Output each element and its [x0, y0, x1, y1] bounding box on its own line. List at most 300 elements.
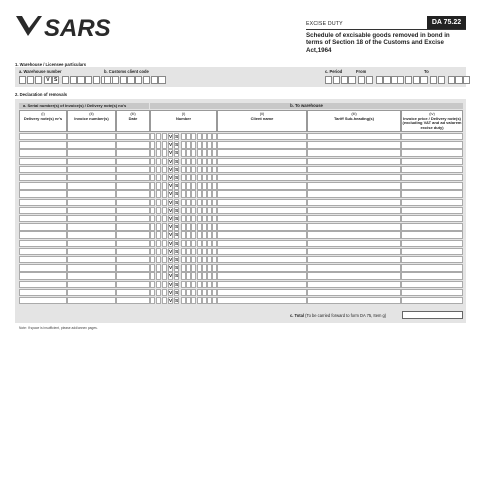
char-box[interactable] — [150, 264, 155, 271]
group-b-header: b. To warehouse — [150, 103, 463, 109]
section1-panel — [15, 67, 466, 87]
table-cell[interactable] — [67, 256, 116, 263]
table-cell[interactable] — [67, 215, 116, 222]
vs-prefix-box: S — [175, 249, 179, 255]
char-box[interactable] — [150, 297, 155, 304]
table-row — [0, 133, 480, 140]
table-cell[interactable] — [67, 281, 116, 288]
table-cell[interactable] — [307, 149, 401, 156]
char-box[interactable] — [150, 141, 155, 148]
char-box[interactable] — [366, 76, 373, 84]
char-box[interactable] — [156, 182, 161, 189]
table-cell[interactable] — [67, 272, 116, 279]
vs-prefix-box: S — [175, 258, 179, 263]
char-box[interactable] — [162, 231, 167, 238]
header-divider — [306, 29, 466, 30]
table-row — [0, 256, 480, 263]
vs-prefix-box: V — [169, 258, 173, 263]
column-label: Invoice number(s) — [74, 115, 109, 121]
char-box[interactable] — [93, 76, 100, 84]
char-box[interactable] — [156, 223, 161, 230]
char-box[interactable] — [156, 281, 161, 288]
char-box[interactable] — [156, 264, 161, 271]
table-cell[interactable] — [307, 166, 401, 173]
char-box[interactable] — [341, 76, 348, 84]
table-cell[interactable] — [217, 207, 307, 214]
column-header — [217, 110, 307, 132]
char-box[interactable] — [448, 76, 455, 84]
char-box[interactable] — [413, 76, 420, 84]
table-cell[interactable] — [67, 149, 116, 156]
char-box[interactable] — [383, 76, 390, 84]
table-cell[interactable] — [67, 223, 116, 230]
table-cell[interactable] — [401, 158, 463, 165]
char-box[interactable] — [120, 76, 127, 84]
column-header — [307, 110, 401, 132]
char-box[interactable] — [156, 190, 161, 197]
table-cell[interactable] — [116, 264, 150, 271]
table-cell[interactable] — [116, 133, 150, 140]
char-box[interactable] — [162, 199, 167, 206]
char-box[interactable] — [162, 207, 167, 214]
table-cell[interactable] — [401, 272, 463, 279]
table-cell[interactable] — [307, 141, 401, 148]
char-box[interactable] — [405, 76, 412, 84]
char-box[interactable] — [162, 158, 167, 165]
vs-prefix-box: S — [175, 200, 179, 206]
char-box[interactable] — [156, 240, 161, 247]
char-box[interactable] — [77, 76, 84, 84]
table-row — [0, 174, 480, 181]
char-box[interactable] — [162, 256, 167, 263]
char-box[interactable] — [156, 166, 161, 173]
column-number: (iii) — [130, 111, 136, 116]
char-box[interactable] — [162, 141, 167, 148]
char-box[interactable] — [27, 76, 34, 84]
table-cell[interactable] — [217, 182, 307, 189]
vs-prefix-box: V — [169, 233, 173, 239]
char-box[interactable] — [156, 231, 161, 238]
table-cell[interactable] — [67, 174, 116, 181]
table-cell[interactable] — [217, 158, 307, 165]
char-box[interactable] — [430, 76, 437, 84]
char-box[interactable] — [162, 264, 167, 271]
table-cell[interactable] — [307, 207, 401, 214]
table-cell[interactable] — [217, 248, 307, 255]
table-cell[interactable] — [307, 223, 401, 230]
table-cell[interactable] — [116, 256, 150, 263]
char-box[interactable] — [156, 207, 161, 214]
char-box[interactable] — [150, 256, 155, 263]
table-row — [0, 149, 480, 156]
total-input[interactable] — [402, 311, 463, 319]
char-box[interactable] — [156, 215, 161, 222]
table-cell[interactable] — [307, 281, 401, 288]
vs-prefix-box: V — [169, 290, 173, 296]
vs-prefix-box: V — [169, 208, 173, 214]
table-cell[interactable] — [217, 190, 307, 197]
table-cell[interactable] — [67, 289, 116, 296]
table-cell[interactable] — [401, 215, 463, 222]
char-box[interactable] — [150, 248, 155, 255]
char-box[interactable] — [162, 190, 167, 197]
table-cell[interactable] — [19, 281, 67, 288]
period-from-field[interactable] — [325, 76, 399, 84]
vs-prefix-box: V — [169, 167, 173, 173]
table-cell[interactable] — [116, 248, 150, 255]
table-cell[interactable] — [116, 289, 150, 296]
table-cell[interactable] — [19, 174, 67, 181]
warehouse-number-label: a. Warehouse number — [19, 69, 62, 74]
char-box[interactable] — [162, 297, 167, 304]
table-cell[interactable] — [217, 272, 307, 279]
vs-prefix-box: V — [169, 274, 173, 280]
vs-prefix-box: S — [175, 274, 179, 280]
table-cell[interactable] — [307, 190, 401, 197]
table-cell[interactable] — [116, 272, 150, 279]
table-cell[interactable] — [401, 256, 463, 263]
table-row — [0, 207, 480, 214]
char-box[interactable] — [162, 289, 167, 296]
char-box[interactable] — [150, 272, 155, 279]
char-box[interactable] — [70, 76, 77, 84]
table-cell[interactable] — [19, 240, 67, 247]
char-box[interactable] — [156, 297, 161, 304]
table-cell[interactable] — [217, 199, 307, 206]
char-box[interactable] — [35, 76, 42, 84]
vs-prefix-box: V — [169, 143, 173, 149]
table-cell[interactable] — [307, 133, 401, 140]
vs-prefix-box: S — [175, 143, 179, 149]
vs-prefix-box: S — [175, 167, 179, 173]
period-to-label: To — [424, 69, 429, 74]
char-box[interactable] — [156, 199, 161, 206]
vs-prefix-box: V — [169, 266, 173, 272]
table-cell[interactable] — [116, 281, 150, 288]
char-box[interactable] — [85, 76, 92, 84]
char-box[interactable] — [162, 166, 167, 173]
vs-prefix-box: V — [169, 217, 173, 222]
table-cell[interactable] — [217, 223, 307, 230]
table-cell[interactable] — [67, 248, 116, 255]
table-cell[interactable] — [401, 289, 463, 296]
document-title: Schedule of excisable goods removed in bond in terms of Section 18 of the Customs and Excise Act,1964 — [306, 32, 450, 54]
char-box[interactable] — [156, 256, 161, 263]
table-cell[interactable] — [67, 297, 116, 304]
table-cell[interactable] — [116, 182, 150, 189]
char-box[interactable] — [455, 76, 462, 84]
table-row — [0, 272, 480, 279]
vs-prefix-box: S — [175, 241, 179, 247]
vs-prefix-box: S — [175, 159, 179, 165]
char-box[interactable] — [150, 281, 155, 288]
vs-prefix-box: V — [169, 192, 173, 198]
table-cell[interactable] — [67, 207, 116, 214]
table-cell[interactable] — [116, 223, 150, 230]
column-header — [67, 110, 116, 132]
char-box[interactable] — [162, 174, 167, 181]
column-header — [150, 110, 217, 132]
table-row — [0, 231, 480, 238]
table-cell[interactable] — [401, 281, 463, 288]
char-box[interactable]: V — [46, 77, 50, 83]
vs-prefix-box: S — [175, 208, 179, 214]
char-box[interactable] — [162, 248, 167, 255]
vs-prefix-box: S — [175, 184, 179, 190]
logo-wordmark: SARS — [44, 15, 111, 39]
char-box[interactable] — [150, 133, 155, 140]
table-cell[interactable] — [217, 174, 307, 181]
char-box[interactable] — [150, 223, 155, 230]
char-box[interactable] — [420, 76, 427, 84]
column-number: (ii) — [259, 111, 265, 116]
table-cell[interactable] — [401, 166, 463, 173]
table-cell[interactable] — [217, 133, 307, 140]
table-cell[interactable] — [67, 141, 116, 148]
char-box[interactable] — [162, 149, 167, 156]
char-box[interactable] — [150, 149, 155, 156]
vs-prefix-box: S — [175, 266, 179, 272]
table-cell[interactable] — [307, 264, 401, 271]
char-box[interactable] — [158, 76, 165, 84]
char-box[interactable] — [150, 158, 155, 165]
table-cell[interactable] — [19, 215, 67, 222]
table-row — [0, 215, 480, 222]
char-box[interactable] — [156, 141, 161, 148]
table-cell[interactable] — [19, 199, 67, 206]
table-cell[interactable] — [307, 256, 401, 263]
customs-client-code-field[interactable] — [104, 76, 166, 84]
table-cell[interactable] — [401, 149, 463, 156]
table-cell[interactable] — [401, 207, 463, 214]
column-number: (iv) — [429, 111, 435, 116]
table-cell[interactable] — [116, 231, 150, 238]
table-cell[interactable] — [217, 281, 307, 288]
table-cell[interactable] — [401, 133, 463, 140]
table-cell[interactable] — [19, 190, 67, 197]
char-box[interactable] — [156, 158, 161, 165]
char-box[interactable] — [333, 76, 340, 84]
warehouse-number-field[interactable] — [19, 76, 116, 84]
table-cell[interactable] — [401, 182, 463, 189]
table-cell[interactable] — [19, 264, 67, 271]
table-cell[interactable] — [19, 289, 67, 296]
table-row — [0, 141, 480, 148]
table-cell[interactable] — [116, 297, 150, 304]
table-cell[interactable] — [19, 158, 67, 165]
table-cell[interactable] — [217, 166, 307, 173]
char-box[interactable] — [19, 76, 26, 84]
table-cell[interactable] — [401, 174, 463, 181]
table-cell[interactable] — [116, 240, 150, 247]
char-box[interactable] — [150, 182, 155, 189]
table-cell[interactable] — [19, 141, 67, 148]
table-cell[interactable] — [307, 231, 401, 238]
vs-prefix-box: S — [175, 225, 179, 231]
table-cell[interactable] — [307, 297, 401, 304]
char-box[interactable] — [143, 76, 150, 84]
table-cell[interactable] — [67, 264, 116, 271]
char-box[interactable] — [150, 199, 155, 206]
char-box[interactable] — [150, 166, 155, 173]
table-cell[interactable] — [401, 223, 463, 230]
total-label-bold: c. Total — [290, 313, 305, 318]
table-cell[interactable] — [116, 141, 150, 148]
vs-prefix-box: S — [175, 299, 179, 304]
char-box[interactable] — [438, 76, 445, 84]
table-cell[interactable] — [116, 158, 150, 165]
table-cell[interactable] — [307, 199, 401, 206]
vs-prefix-box: V — [169, 241, 173, 247]
table-cell[interactable] — [307, 215, 401, 222]
char-box[interactable] — [150, 240, 155, 247]
char-box[interactable] — [127, 76, 134, 84]
table-cell[interactable] — [217, 256, 307, 263]
column-label: Tariff Sub-heading(s) — [334, 115, 374, 121]
char-box[interactable]: S — [54, 77, 58, 83]
table-cell[interactable] — [19, 223, 67, 230]
vs-prefix-box: S — [175, 282, 179, 288]
table-cell[interactable] — [67, 240, 116, 247]
table-cell[interactable] — [307, 174, 401, 181]
char-box[interactable] — [358, 76, 365, 84]
table-cell[interactable] — [19, 207, 67, 214]
table-row — [0, 248, 480, 255]
char-box[interactable] — [162, 240, 167, 247]
char-box[interactable] — [104, 76, 111, 84]
char-box[interactable] — [162, 281, 167, 288]
char-box[interactable] — [463, 76, 470, 84]
vs-prefix-box: S — [175, 217, 179, 222]
char-box[interactable] — [150, 207, 155, 214]
table-cell[interactable] — [116, 149, 150, 156]
char-box[interactable] — [112, 76, 119, 84]
char-box[interactable] — [162, 215, 167, 222]
table-cell[interactable] — [401, 297, 463, 304]
table-cell[interactable] — [307, 240, 401, 247]
char-box[interactable] — [150, 215, 155, 222]
column-header — [116, 110, 150, 132]
period-to-field[interactable] — [397, 76, 471, 84]
char-box[interactable] — [325, 76, 332, 84]
char-box[interactable] — [62, 76, 69, 84]
table-cell[interactable] — [116, 190, 150, 197]
table-row — [0, 264, 480, 271]
table-cell[interactable] — [401, 190, 463, 197]
char-box[interactable] — [150, 190, 155, 197]
group-a-header: a. Serial number(s) of Invoice(s) / Delivery note(s) no's — [19, 103, 149, 109]
vs-prefix-box: S — [175, 135, 179, 140]
table-cell[interactable] — [401, 248, 463, 255]
column-label: Date — [128, 115, 138, 121]
table-cell[interactable] — [217, 215, 307, 222]
char-box[interactable] — [156, 272, 161, 279]
table-row — [0, 289, 480, 296]
char-box[interactable] — [156, 289, 161, 296]
column-label: Invoice price / Delivery note(s) (excluding VAT and ad valorem excise duty) — [402, 115, 462, 130]
char-box[interactable] — [156, 149, 161, 156]
table-cell[interactable] — [67, 182, 116, 189]
table-cell[interactable] — [116, 199, 150, 206]
table-cell[interactable] — [307, 272, 401, 279]
table-cell[interactable] — [307, 248, 401, 255]
vs-prefix-box: V — [169, 282, 173, 288]
char-box[interactable] — [151, 76, 158, 84]
char-box[interactable] — [156, 174, 161, 181]
char-box[interactable] — [162, 272, 167, 279]
table-cell[interactable] — [217, 297, 307, 304]
vs-prefix-box: V — [169, 200, 173, 206]
table-cell[interactable] — [401, 199, 463, 206]
table-cell[interactable] — [217, 149, 307, 156]
table-cell[interactable] — [217, 231, 307, 238]
table-cell[interactable] — [307, 289, 401, 296]
table-row — [0, 190, 480, 197]
table-cell[interactable] — [19, 256, 67, 263]
column-number: (iii) — [351, 111, 357, 116]
char-box[interactable] — [162, 223, 167, 230]
table-cell[interactable] — [67, 133, 116, 140]
table-cell[interactable] — [19, 182, 67, 189]
char-box[interactable] — [162, 182, 167, 189]
table-cell[interactable] — [116, 174, 150, 181]
table-cell[interactable] — [401, 240, 463, 247]
table-cell[interactable] — [19, 248, 67, 255]
table-cell[interactable] — [67, 199, 116, 206]
table-cell[interactable] — [67, 231, 116, 238]
table-cell[interactable] — [217, 289, 307, 296]
table-cell[interactable] — [19, 231, 67, 238]
char-box[interactable] — [150, 174, 155, 181]
table-row — [0, 223, 480, 230]
char-box[interactable] — [150, 289, 155, 296]
table-cell[interactable] — [19, 272, 67, 279]
char-box[interactable] — [156, 133, 161, 140]
table-cell[interactable] — [19, 166, 67, 173]
vs-prefix-box: V — [169, 225, 173, 231]
table-cell[interactable] — [116, 215, 150, 222]
table-cell[interactable] — [19, 133, 67, 140]
table-cell[interactable] — [217, 264, 307, 271]
table-cell[interactable] — [67, 158, 116, 165]
table-cell[interactable] — [307, 158, 401, 165]
table-cell[interactable] — [401, 141, 463, 148]
char-box[interactable] — [397, 76, 404, 84]
period-from-label: From — [356, 69, 367, 74]
table-cell[interactable] — [67, 166, 116, 173]
table-cell[interactable] — [67, 190, 116, 197]
table-cell[interactable] — [401, 264, 463, 271]
char-box[interactable] — [135, 76, 142, 84]
table-cell[interactable] — [116, 207, 150, 214]
table-cell[interactable] — [19, 149, 67, 156]
table-cell[interactable] — [116, 166, 150, 173]
char-box[interactable] — [162, 133, 167, 140]
column-header — [401, 110, 463, 132]
table-cell[interactable] — [307, 182, 401, 189]
table-cell[interactable] — [401, 231, 463, 238]
char-box[interactable] — [150, 231, 155, 238]
column-number: (ii) — [89, 111, 94, 116]
char-box[interactable] — [376, 76, 383, 84]
vs-prefix-box: V — [169, 151, 173, 157]
table-cell[interactable] — [217, 240, 307, 247]
char-box[interactable] — [156, 248, 161, 255]
char-box[interactable] — [348, 76, 355, 84]
total-label-note: (To be carried forward to form DA 75, Item g) — [304, 313, 387, 318]
table-cell[interactable] — [217, 141, 307, 148]
table-cell[interactable] — [19, 297, 67, 304]
